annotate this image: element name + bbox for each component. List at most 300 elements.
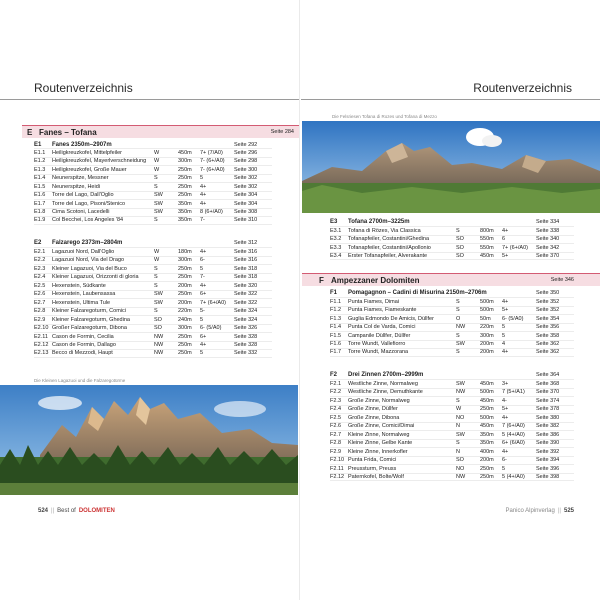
route-code: F1.4 <box>330 324 342 331</box>
group-page: Seite 312 <box>234 240 258 246</box>
table-row <box>330 396 574 405</box>
route-name: Große Zinne, Comici/Dimai <box>348 423 415 430</box>
route-code: E1.2 <box>34 158 46 165</box>
route-name: Großer Falzaregoturm, Dibona <box>52 325 127 332</box>
route-difficulty: 4+ <box>200 183 207 190</box>
table-row <box>34 247 272 256</box>
route-name: Torre Wundt, Vallefiorro <box>348 341 406 348</box>
route-exposure: N <box>456 423 460 430</box>
group-code: E1 <box>34 142 42 148</box>
route-page: Seite 316 <box>234 257 258 264</box>
route-length: 200m <box>480 457 494 464</box>
route-code: F1.6 <box>330 341 342 348</box>
route-code: E2.7 <box>34 299 46 306</box>
table-row <box>34 332 272 341</box>
route-length: 240m <box>178 316 192 323</box>
route-exposure: W <box>154 248 160 255</box>
group-code: F2 <box>330 372 338 378</box>
table-row <box>330 340 574 349</box>
route-code: F2.5 <box>330 414 342 421</box>
route-name: Tofanapfeiler, Costantini/Ghedina <box>348 236 430 243</box>
route-code: F2.12 <box>330 473 345 480</box>
route-page: Seite 328 <box>234 342 258 349</box>
route-exposure: SO <box>154 316 162 323</box>
table-row <box>330 473 574 482</box>
route-length: 250m <box>178 192 192 199</box>
route-page: Seite 394 <box>536 457 560 464</box>
route-name: Paternkofel, Bolte/Wolf <box>348 473 404 480</box>
route-code: E2.8 <box>34 308 46 315</box>
route-exposure: W <box>154 158 160 165</box>
section-name: Ampezzaner Dolomiten <box>331 275 420 285</box>
route-name: Cima Scotoni, Lacedelli <box>52 209 110 216</box>
route-difficulty: 4 <box>502 341 506 348</box>
route-difficulty: 4- <box>502 397 507 404</box>
page-footer <box>505 508 574 514</box>
route-length: 450m <box>178 149 192 156</box>
route-length: 250m <box>178 175 192 182</box>
route-difficulty: 8 (6+/A0) <box>200 209 223 216</box>
route-code: E1.3 <box>34 166 46 173</box>
route-page: Seite 358 <box>536 332 560 339</box>
route-length: 450m <box>480 380 494 387</box>
table-row <box>34 256 272 265</box>
route-name: Hexenstein, Südkante <box>52 282 106 289</box>
route-length: 200m <box>480 349 494 356</box>
route-page: Seite 378 <box>536 406 560 413</box>
table-row <box>34 264 272 273</box>
route-length: 550m <box>480 236 494 243</box>
route-length: 500m <box>480 298 494 305</box>
route-name: Hexenstein, Ultima Tule <box>52 299 111 306</box>
route-length: 300m <box>178 325 192 332</box>
route-difficulty: 6- (5/A0) <box>200 325 222 332</box>
group-name: Pomagagnon – Cadini di Misurina 2150m–2706m <box>348 290 487 296</box>
section-letter: F <box>319 275 324 285</box>
route-code: E1.4 <box>34 175 46 182</box>
route-difficulty: 7+ (6+/A0) <box>502 244 528 251</box>
group-header-f2 <box>330 372 574 378</box>
route-length: 250m <box>178 274 192 281</box>
route-page: Seite 322 <box>234 291 258 298</box>
route-difficulty: 5 <box>502 332 506 339</box>
table-row <box>330 297 574 306</box>
group-page: Seite 350 <box>536 290 560 296</box>
route-page: Seite 342 <box>536 244 560 251</box>
route-length: 250m <box>480 406 494 413</box>
route-difficulty: 5 <box>502 324 506 331</box>
route-length: 180m <box>178 248 192 255</box>
route-name: Heiligkreuzkofel, Große Mauer <box>52 166 127 173</box>
table-row <box>34 199 272 208</box>
table-row <box>330 422 574 431</box>
route-page: Seite 354 <box>536 315 560 322</box>
group-name: Tofana 2700m–3225m <box>348 219 410 225</box>
route-exposure: NW <box>154 333 164 340</box>
route-name: Torre del Lago, Pisoni/Stenico <box>52 200 126 207</box>
route-length: 500m <box>480 307 494 314</box>
route-code: E2.12 <box>34 342 49 349</box>
route-exposure: S <box>154 217 158 224</box>
route-exposure: NW <box>456 389 466 396</box>
route-exposure: NO <box>456 414 465 421</box>
route-length: 200m <box>178 282 192 289</box>
table-row <box>330 314 574 323</box>
table-row <box>330 379 574 388</box>
route-page: Seite 308 <box>234 209 258 216</box>
route-page: Seite 362 <box>536 341 560 348</box>
route-code: F1.5 <box>330 332 342 339</box>
footer-separator: || <box>51 508 55 514</box>
route-length: 220m <box>480 324 494 331</box>
table-row <box>34 148 272 157</box>
route-page: Seite 302 <box>234 183 258 190</box>
route-exposure: SW <box>154 291 163 298</box>
table-row <box>34 281 272 290</box>
route-page: Seite 356 <box>536 324 560 331</box>
group-name: Fanes 2350m–2907m <box>52 142 112 148</box>
page-number: 525 <box>563 508 574 514</box>
route-exposure: SO <box>456 457 464 464</box>
route-code: F2.9 <box>330 448 342 455</box>
table-row <box>34 290 272 299</box>
route-difficulty: 6- (5/A0) <box>502 315 524 322</box>
route-length: 350m <box>178 200 192 207</box>
route-name: Cason de Formin, Cecilia <box>52 333 114 340</box>
route-table-f1 <box>330 297 574 357</box>
route-code: F2.1 <box>330 380 342 387</box>
route-exposure: NW <box>154 350 164 357</box>
route-name: Torre Wundt, Mazzorana <box>348 349 409 356</box>
route-length: 350m <box>178 217 192 224</box>
route-length: 250m <box>480 473 494 480</box>
route-length: 300m <box>480 332 494 339</box>
route-difficulty: 5+ <box>502 307 509 314</box>
route-exposure: SW <box>154 192 163 199</box>
table-row <box>34 157 272 166</box>
route-page: Seite 302 <box>234 175 258 182</box>
right-page <box>300 0 600 600</box>
route-name: Große Zinne, Düllfer <box>348 406 398 413</box>
route-page: Seite 324 <box>234 308 258 315</box>
route-exposure: SO <box>456 252 464 259</box>
route-code: F2.11 <box>330 465 344 472</box>
route-difficulty: 5- <box>200 308 205 315</box>
route-difficulty: 4+ <box>502 448 509 455</box>
route-length: 250m <box>178 183 192 190</box>
route-length: 250m <box>178 350 192 357</box>
route-difficulty: 5 <box>200 316 204 323</box>
route-code: F1.3 <box>330 315 342 322</box>
route-name: Westliche Zinne, Normalweg <box>348 380 418 387</box>
route-page: Seite 396 <box>536 465 560 472</box>
route-page: Seite 370 <box>536 389 560 396</box>
route-name: Kleine Zinne, Innerkofler <box>348 448 408 455</box>
route-page: Seite 296 <box>234 149 258 156</box>
route-page: Seite 298 <box>234 158 258 165</box>
route-length: 200m <box>178 299 192 306</box>
table-row <box>34 216 272 225</box>
table-row <box>34 174 272 183</box>
route-difficulty: 7- <box>200 217 205 224</box>
route-exposure: SW <box>154 299 163 306</box>
route-difficulty: 5 <box>502 465 506 472</box>
table-row <box>330 331 574 340</box>
route-difficulty: 5 <box>200 350 204 357</box>
route-code: E3.2 <box>330 236 342 243</box>
route-exposure: NW <box>154 342 164 349</box>
route-difficulty: 7 (6+/A0) <box>502 423 525 430</box>
route-exposure: S <box>456 298 460 305</box>
route-page: Seite 338 <box>536 227 560 234</box>
route-page: Seite 322 <box>234 299 258 306</box>
route-page: Seite 352 <box>536 307 560 314</box>
route-length: 250m <box>178 265 192 272</box>
route-table-e2 <box>34 247 272 358</box>
page-number: 524 <box>38 508 49 514</box>
route-code: F2.10 <box>330 457 345 464</box>
route-length: 250m <box>178 333 192 340</box>
route-name: Punta Fiames, Dimai <box>348 298 400 305</box>
route-difficulty: 5 (4+/A0) <box>502 431 525 438</box>
route-code: E3.4 <box>330 252 342 259</box>
header-rule <box>301 99 600 100</box>
route-code: E1.8 <box>34 209 46 216</box>
route-difficulty: 7- (6+/A0) <box>200 158 225 165</box>
route-page: Seite 332 <box>234 350 258 357</box>
table-row <box>330 323 574 332</box>
route-difficulty: 7- (6+/A0) <box>200 166 225 173</box>
route-difficulty: 4+ <box>502 414 509 421</box>
route-name: Erster Tofanapfeiler, Alverakante <box>348 252 428 259</box>
route-code: E2.6 <box>34 291 46 298</box>
route-code: F1.2 <box>330 307 342 314</box>
route-page: Seite 328 <box>234 333 258 340</box>
route-difficulty: 7- <box>200 274 205 281</box>
route-exposure: W <box>154 257 160 264</box>
route-page: Seite 318 <box>234 265 258 272</box>
route-exposure: NO <box>456 465 465 472</box>
route-length: 350m <box>480 440 494 447</box>
table-row <box>34 273 272 282</box>
route-page: Seite 304 <box>234 200 258 207</box>
book-label: Best of <box>57 508 76 514</box>
route-code: F2.8 <box>330 440 342 447</box>
group-page: Seite 292 <box>234 142 258 148</box>
group-name: Drei Zinnen 2700m–2999m <box>348 372 424 378</box>
route-name: Neunerspitze, Heidi <box>52 183 100 190</box>
table-row <box>34 341 272 350</box>
route-name: Col Becchei, Los Angeles '84 <box>52 217 124 224</box>
route-exposure: NW <box>456 473 466 480</box>
table-row <box>330 388 574 397</box>
route-code: F2.2 <box>330 389 342 396</box>
route-page: Seite 374 <box>536 397 560 404</box>
route-exposure: S <box>154 274 158 281</box>
page-title: Routenverzeichnis <box>473 81 572 95</box>
route-page: Seite 382 <box>536 423 560 430</box>
route-length: 250m <box>480 465 494 472</box>
route-difficulty: 4+ <box>200 342 207 349</box>
route-exposure: SO <box>456 236 464 243</box>
route-page: Seite 386 <box>536 431 560 438</box>
route-code: E1.7 <box>34 200 46 207</box>
route-name: Lagazuoi Nord, Via del Drago <box>52 257 125 264</box>
route-exposure: S <box>456 397 460 404</box>
table-row <box>330 235 574 244</box>
route-difficulty: 4+ <box>502 227 509 234</box>
route-difficulty: 5 <box>200 175 204 182</box>
table-row <box>34 191 272 200</box>
route-name: Guglia Edmondo De Amicis, Düllfer <box>348 315 434 322</box>
route-page: Seite 310 <box>234 217 258 224</box>
route-difficulty: 5 <box>200 265 204 272</box>
route-difficulty: 6 <box>502 236 506 243</box>
route-difficulty: 6+ <box>200 333 207 340</box>
route-difficulty: 6- <box>200 257 205 264</box>
route-table-e1 <box>34 148 272 225</box>
route-page: Seite 370 <box>536 252 560 259</box>
table-row <box>330 456 574 465</box>
route-code: E3.3 <box>330 244 342 251</box>
section-bar-e <box>22 125 300 138</box>
route-difficulty: 4+ <box>502 349 509 356</box>
group-header-f1 <box>330 290 574 296</box>
route-name: Cason de Formin, Dallago <box>52 342 116 349</box>
section-page: Seite 284 <box>270 129 294 135</box>
route-name: Kleine Zinne, Gelbe Kante <box>348 440 413 447</box>
publisher-label: Panico Alpinverlag <box>505 508 555 514</box>
section-letter: E <box>27 127 33 137</box>
route-page: Seite 390 <box>536 440 560 447</box>
table-row <box>330 447 574 456</box>
route-difficulty: 7 (5+/A1) <box>502 389 525 396</box>
book-brand: DOLOMITEN <box>78 508 115 514</box>
route-name: Kleiner Lagazuoi, Via del Buco <box>52 265 127 272</box>
route-page: Seite 304 <box>234 192 258 199</box>
group-code: E3 <box>330 219 338 225</box>
route-exposure: W <box>456 406 462 413</box>
route-exposure: S <box>456 227 460 234</box>
route-name: Westliche Zinne, Demuthkante <box>348 389 423 396</box>
route-length: 350m <box>178 209 192 216</box>
route-name: Heiligkreuzkofel, Mayerlverschneidung <box>52 158 147 165</box>
route-code: E1.1 <box>34 149 46 156</box>
route-difficulty: 7+ (7/A0) <box>200 149 223 156</box>
table-row <box>34 315 272 324</box>
route-exposure: SW <box>456 431 465 438</box>
route-difficulty: 3+ <box>502 380 509 387</box>
table-row <box>34 324 272 333</box>
route-difficulty: 4+ <box>502 298 509 305</box>
table-row <box>330 405 574 414</box>
route-exposure: S <box>456 440 460 447</box>
table-row <box>330 252 574 261</box>
route-code: F2.6 <box>330 423 342 430</box>
section-page: Seite 346 <box>550 277 574 283</box>
route-name: Campanile Düllfer, Düllfer <box>348 332 411 339</box>
route-code: E3.1 <box>330 227 342 234</box>
route-exposure: S <box>456 332 460 339</box>
table-row <box>34 182 272 191</box>
table-row <box>330 464 574 473</box>
route-name: Große Zinne, Normalweg <box>348 397 410 404</box>
route-length: 220m <box>178 308 192 315</box>
route-exposure: SW <box>154 200 163 207</box>
section-bar-f <box>302 273 600 286</box>
table-row <box>34 298 272 307</box>
route-code: E1.6 <box>34 192 46 199</box>
route-length: 50m <box>480 315 491 322</box>
route-name: Neunerspitze, Messner <box>52 175 109 182</box>
route-page: Seite 380 <box>536 414 560 421</box>
route-length: 300m <box>178 158 192 165</box>
table-row <box>330 439 574 448</box>
route-name: Tofana di Rözes, Via Classica <box>348 227 421 234</box>
route-exposure: S <box>456 349 460 356</box>
page-title: Routenverzeichnis <box>34 81 133 95</box>
route-difficulty: 5+ <box>502 252 509 259</box>
group-code: E2 <box>34 240 42 246</box>
route-length: 550m <box>480 244 494 251</box>
route-difficulty: 4+ <box>200 248 207 255</box>
route-code: E2.10 <box>34 325 49 332</box>
route-exposure: S <box>154 183 158 190</box>
route-name: Hexenstein, Laubensassa <box>52 291 116 298</box>
route-name: Kleiner Falzaregoturm, Comici <box>52 308 126 315</box>
route-page: Seite 316 <box>234 248 258 255</box>
table-row <box>330 306 574 315</box>
route-name: Kleiner Lagazuoi, Orizzonti di gloria <box>52 274 139 281</box>
route-code: F1.1 <box>330 298 342 305</box>
route-code: F2.3 <box>330 397 342 404</box>
route-name: Preussturm, Preuss <box>348 465 397 472</box>
table-row <box>34 165 272 174</box>
route-code: E1.5 <box>34 183 46 190</box>
route-exposure: SW <box>456 380 465 387</box>
route-name: Lagazuoi Nord, Dall'Oglio <box>52 248 115 255</box>
route-page: Seite 324 <box>234 316 258 323</box>
route-length: 250m <box>178 342 192 349</box>
route-length: 500m <box>480 389 494 396</box>
route-exposure: SO <box>154 325 162 332</box>
route-length: 300m <box>178 257 192 264</box>
route-name: Torre del Lago, Dall'Oglio <box>52 192 114 199</box>
route-page: Seite 352 <box>536 298 560 305</box>
table-row <box>34 349 272 358</box>
table-row <box>330 413 574 422</box>
route-page: Seite 320 <box>234 282 258 289</box>
route-length: 450m <box>480 397 494 404</box>
route-length: 250m <box>178 166 192 173</box>
route-page: Seite 340 <box>536 236 560 243</box>
route-exposure: O <box>456 315 461 322</box>
route-difficulty: 6+ <box>200 291 207 298</box>
route-page: Seite 326 <box>234 325 258 332</box>
route-name: Tofanapfeiler, Costantini/Apollonio <box>348 244 431 251</box>
route-exposure: SW <box>456 341 465 348</box>
section-name: Fanes – Tofana <box>39 127 97 137</box>
route-name: Punta Col de Varda, Comici <box>348 324 416 331</box>
route-length: 400m <box>480 448 494 455</box>
route-exposure: NW <box>456 324 466 331</box>
route-exposure: SW <box>154 209 163 216</box>
group-header-e3 <box>330 219 574 225</box>
route-difficulty: 4+ <box>200 200 207 207</box>
footer-separator: || <box>557 508 561 514</box>
route-page: Seite 362 <box>536 349 560 356</box>
table-row <box>34 307 272 316</box>
